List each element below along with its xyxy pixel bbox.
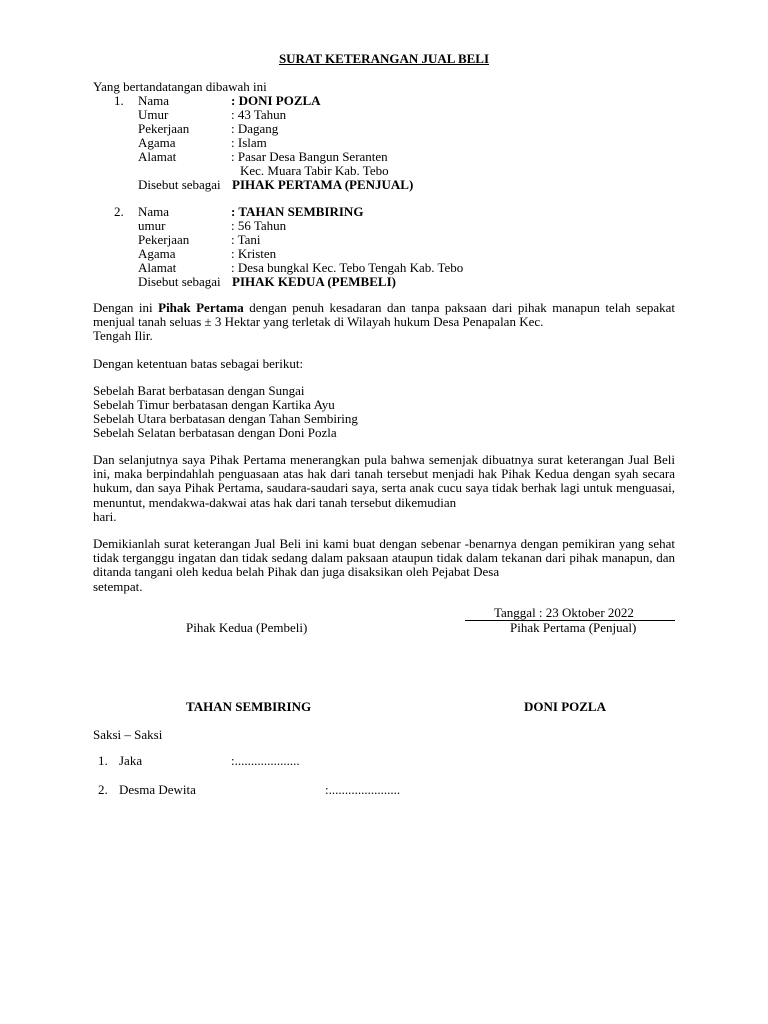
document-title: SURAT KETERANGAN JUAL BELI: [278, 51, 490, 66]
party1-address-line2: Kec. Muara Tabir Kab. Tebo: [240, 163, 389, 178]
para1-bold: Pihak Pertama: [158, 300, 244, 315]
witness2-name: Desma Dewita: [119, 782, 196, 797]
party2-label-age: umur: [138, 218, 166, 233]
witness1-name: Jaka: [119, 753, 143, 768]
party2-value-name: : TAHAN SEMBIRING: [231, 204, 364, 219]
witness1-number: 1.: [98, 753, 108, 768]
party2-label-address: Alamat: [138, 260, 177, 275]
party1-value-religion: : Islam: [231, 135, 267, 150]
para3-last: setempat.: [93, 578, 143, 594]
para3-body: Demikianlah surat keterangan Jual Beli ini kami buat dengan sebenar -benarnya dengan pemikiran yang sehat tidak terganggu ingatan dan tidak sedang dalam paksaan ataupun tidak dalam tekanan dari pihak manapun, dan ditanda tangani oleh kedua belah Pihak dan juga disaksikan oleh Pejabat Desa: [93, 536, 675, 580]
para2-body: Dan selanjutnya saya Pihak Pertama menerangkan pula bahwa semenjak dibuatnya surat keterangan Jual Beli ini, maka berpindahlah penguasaan atas hak dari tanah tersebut menjadi hak Pihak Kedua dengan syah secara hukum, dan saya Pihak Pertama, saudara-saudari saya, serta anak cucu saya tidak berhak lagi untuk menguasai, menuntut, mendakwa-dakwai atas hak dari tanah tersebut dikemudian: [93, 452, 675, 510]
party1-designation: PIHAK PERTAMA (PENJUAL): [232, 177, 414, 192]
border-north: Sebelah Utara berbatasan dengan Tahan Sembiring: [93, 411, 358, 426]
party1-value-age: : 43 Tahun: [231, 107, 287, 122]
witness2-number: 2.: [98, 782, 108, 797]
signature-left-role: Pihak Kedua (Pembeli): [186, 620, 308, 635]
party1-designation-prefix: Disebut sebagai: [138, 177, 221, 192]
intro-text: Yang bertandatangan dibawah ini: [93, 79, 267, 94]
para2-last: hari.: [93, 508, 117, 524]
para1-rest: dengan penuh kesadaran dan tanpa paksaan dari pihak manapun telah sepakat menjual tanah seluas ± 3 Hektar yang terletak di Wilayah hukum Desa Penapalan Kec.: [93, 300, 676, 330]
party1-value-job: : Dagang: [231, 121, 279, 136]
signature-left-name: TAHAN SEMBIRING: [186, 699, 312, 714]
party2-designation: PIHAK KEDUA (PEMBELI): [232, 274, 396, 289]
party2-label-job: Pekerjaan: [138, 232, 190, 247]
party2-designation-prefix: Disebut sebagai: [138, 274, 221, 289]
paragraph-transfer: [93, 453, 675, 524]
paragraph-closing: [93, 537, 675, 594]
party1-number: 1.: [114, 93, 124, 108]
party1-label-job: Pekerjaan: [138, 121, 190, 136]
party2-value-address: : Desa bungkal Kec. Tebo Tengah Kab. Tebo: [231, 260, 464, 275]
border-east: Sebelah Timur berbatasan dengan Kartika Ayu: [93, 397, 335, 412]
party2-label-name: Nama: [138, 204, 170, 219]
party1-label-age: Umur: [138, 107, 169, 122]
witness1-sign: :....................: [231, 753, 300, 768]
witness2-sign: :......................: [325, 782, 401, 797]
signature-right-role: Pihak Pertama (Penjual): [510, 620, 637, 635]
witness-title: Saksi – Saksi: [93, 727, 163, 742]
date-line: Tanggal : 23 Oktober 2022: [494, 605, 634, 620]
border-south: Sebelah Selatan berbatasan dengan Doni Pozla: [93, 425, 337, 440]
party2-value-religion: : Kristen: [231, 246, 277, 261]
party2-label-religion: Agama: [138, 246, 176, 261]
party2-value-age: : 56 Tahun: [231, 218, 287, 233]
party1-value-address: : Pasar Desa Bangun Seranten: [231, 149, 388, 164]
party1-label-name: Nama: [138, 93, 170, 108]
border-west: Sebelah Barat berbatasan dengan Sungai: [93, 383, 305, 398]
signature-right-name: DONI POZLA: [524, 699, 606, 714]
para1-last: Tengah Ilir.: [93, 328, 153, 344]
para1-prefix: Dengan ini: [93, 300, 153, 315]
party2-value-job: : Tani: [231, 232, 261, 247]
borders-intro: Dengan ketentuan batas sebagai berikut:: [93, 356, 304, 371]
paragraph-sale-statement: [93, 301, 675, 344]
party2-number: 2.: [114, 204, 124, 219]
party1-label-religion: Agama: [138, 135, 176, 150]
party1-value-name: : DONI POZLA: [231, 93, 321, 108]
party1-label-address: Alamat: [138, 149, 177, 164]
